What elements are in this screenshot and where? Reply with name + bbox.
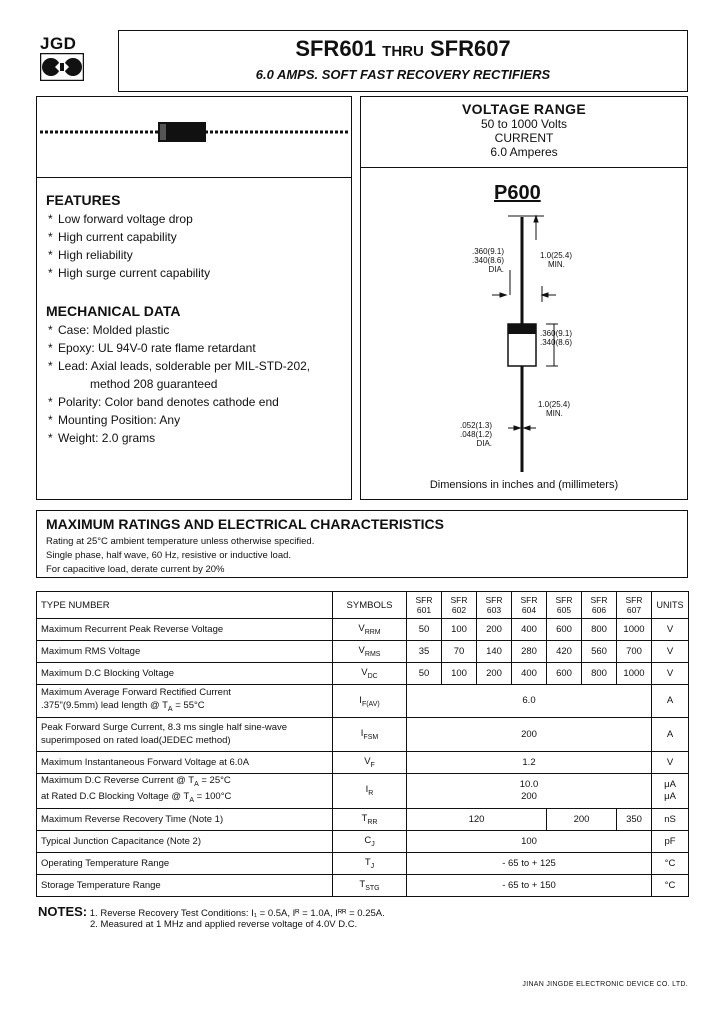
- mechanical-list: [48, 321, 310, 447]
- col-type-number: TYPE NUMBER: [37, 592, 333, 619]
- table-row: Maximum Average Forward Rectified Current .375"(9.5mm) lead length @ $T_A = 55^\circ C$ $I_{F(AV)}$ 6.0 A: [37, 685, 689, 718]
- list-item: * High reliability: [48, 248, 133, 262]
- list-item: * Epoxy: UL 94V-0 rate flame retardant: [48, 341, 256, 355]
- ratings-notes: Rating at 25°C ambient temperature unless otherwise specified. Single phase, half wave, 60 Hz, resistive or inductive load. For capacitive load, derate current by 20%: [46, 536, 315, 575]
- col-part: SFR 604: [512, 592, 547, 619]
- table-row: Storage Temperature Range $T_{STG}$ - 65 to + 150 °C: [37, 874, 689, 896]
- col-units: UNITS: [652, 592, 689, 619]
- note-2: 2. Measured at 1 MHz and applied reverse voltage of 4.0V D.C.: [90, 919, 358, 930]
- col-part: SFR 606: [582, 592, 617, 619]
- table-row: Maximum D.C Reverse Current @ $T_A = 25^\circ C$ at Rated D.C Blocking Voltage @ $T_A = 100^\circ C$ $I_R$ 10.0 200 μA μA: [37, 773, 689, 808]
- title-part1: SFR601: [295, 36, 377, 61]
- notes: [38, 904, 385, 930]
- voltage-range-heading: VOLTAGE RANGE: [462, 101, 586, 117]
- dim-wire: .052(1.3) .048(1.2) DIA.: [459, 421, 492, 448]
- left-divider: [36, 177, 352, 178]
- page-subtitle: 6.0 AMPS. SOFT FAST RECOVERY RECTIFIERS: [255, 67, 551, 82]
- notes-heading: NOTES:: [38, 904, 88, 919]
- right-divider: [360, 167, 688, 168]
- col-part: SFR 601: [407, 592, 442, 619]
- list-item: * Polarity: Color band denotes cathode end: [48, 395, 279, 409]
- table-row: Maximum RMS Voltage $V_{RMS}$ 35 70 140 280 420 560 700 V: [37, 641, 689, 663]
- list-item: method 208 guaranteed: [90, 377, 218, 391]
- list-item: * Lead: Axial leads, solderable per MIL-STD-202,: [48, 359, 311, 373]
- current-value: 6.0 Amperes: [490, 145, 558, 159]
- voltage-range-value: 50 to 1000 Volts: [480, 117, 568, 131]
- table-row: Maximum Instantaneous Forward Voltage at 6.0A $V_F$ 1.2 V: [37, 751, 689, 773]
- footer-company: JINAN JINGDE ELECTRONIC DEVICE CO. LTD.: [522, 981, 688, 988]
- list-item: * Mounting Position: Any: [48, 413, 181, 427]
- col-part: SFR 603: [477, 592, 512, 619]
- table-header-row: [37, 592, 689, 619]
- table-row: Maximum Reverse Recovery Time (Note 1) $T_{RR}$ 120 200 350 nS: [37, 808, 689, 830]
- jgd-logo-icon: [40, 53, 84, 81]
- logo-text: JGD: [40, 34, 77, 53]
- table-row: Maximum D.C Blocking Voltage $V_{DC}$ 50 100 200 400 600 800 1000 V: [37, 663, 689, 685]
- col-symbols: SYMBOLS: [333, 592, 407, 619]
- table-row: Typical Junction Capacitance (Note 2) $C_J$ 100 pF: [37, 830, 689, 852]
- dim-lead-top: 1.0(25.4) MIN.: [540, 251, 573, 269]
- current-label: CURRENT: [494, 131, 554, 145]
- table-row: Peak Forward Surge Current, 8.3 ms single half sine-wave superimposed on rated load(JEDEC method) $I_{FSM}$ 200 A: [37, 717, 689, 751]
- list-item: * Low forward voltage drop: [48, 212, 193, 226]
- ratings-title: MAXIMUM RATINGS AND ELECTRICAL CHARACTERISTICS: [46, 516, 444, 532]
- dimensions-caption: Dimensions in inches and (millimeters): [429, 479, 619, 491]
- title-part2: SFR607: [429, 36, 511, 61]
- list-item: * High current capability: [48, 230, 177, 244]
- dim-body: .360(9.1) .340(8.6): [540, 329, 573, 347]
- features-list: [48, 210, 210, 282]
- col-part: SFR 607: [617, 592, 652, 619]
- note-1: 1. Reverse Recovery Test Conditions: I₁ = 0.5A, Iᴿ = 1.0A, Iᴿᴿ = 0.25A.: [89, 908, 385, 919]
- table-row: Operating Temperature Range $T_J$ - 65 to + 125 °C: [37, 852, 689, 874]
- dim-top-dia: .360(9.1) .340(8.6) DIA.: [471, 247, 504, 274]
- mechanical-heading: MECHANICAL DATA: [46, 303, 181, 319]
- table-row: Maximum Recurrent Peak Reverse Voltage $V_{RRM}$ 50 100 200 400 600 800 1000 V: [37, 619, 689, 641]
- dim-lead-bot: 1.0(25.4) MIN.: [538, 400, 571, 418]
- col-part: SFR 605: [547, 592, 582, 619]
- title-thru: THRU: [382, 43, 424, 60]
- diode-photo: [38, 117, 350, 147]
- list-item: * Weight: 2.0 grams: [48, 431, 156, 445]
- list-item: * High surge current capability: [48, 266, 211, 280]
- page-title: [118, 36, 688, 62]
- spec-table: [36, 591, 689, 897]
- col-part: SFR 602: [442, 592, 477, 619]
- package-name: P600: [494, 182, 541, 204]
- list-item: * Case: Molded plastic: [48, 323, 170, 337]
- features-heading: FEATURES: [46, 192, 121, 208]
- voltage-range-block: [360, 101, 688, 159]
